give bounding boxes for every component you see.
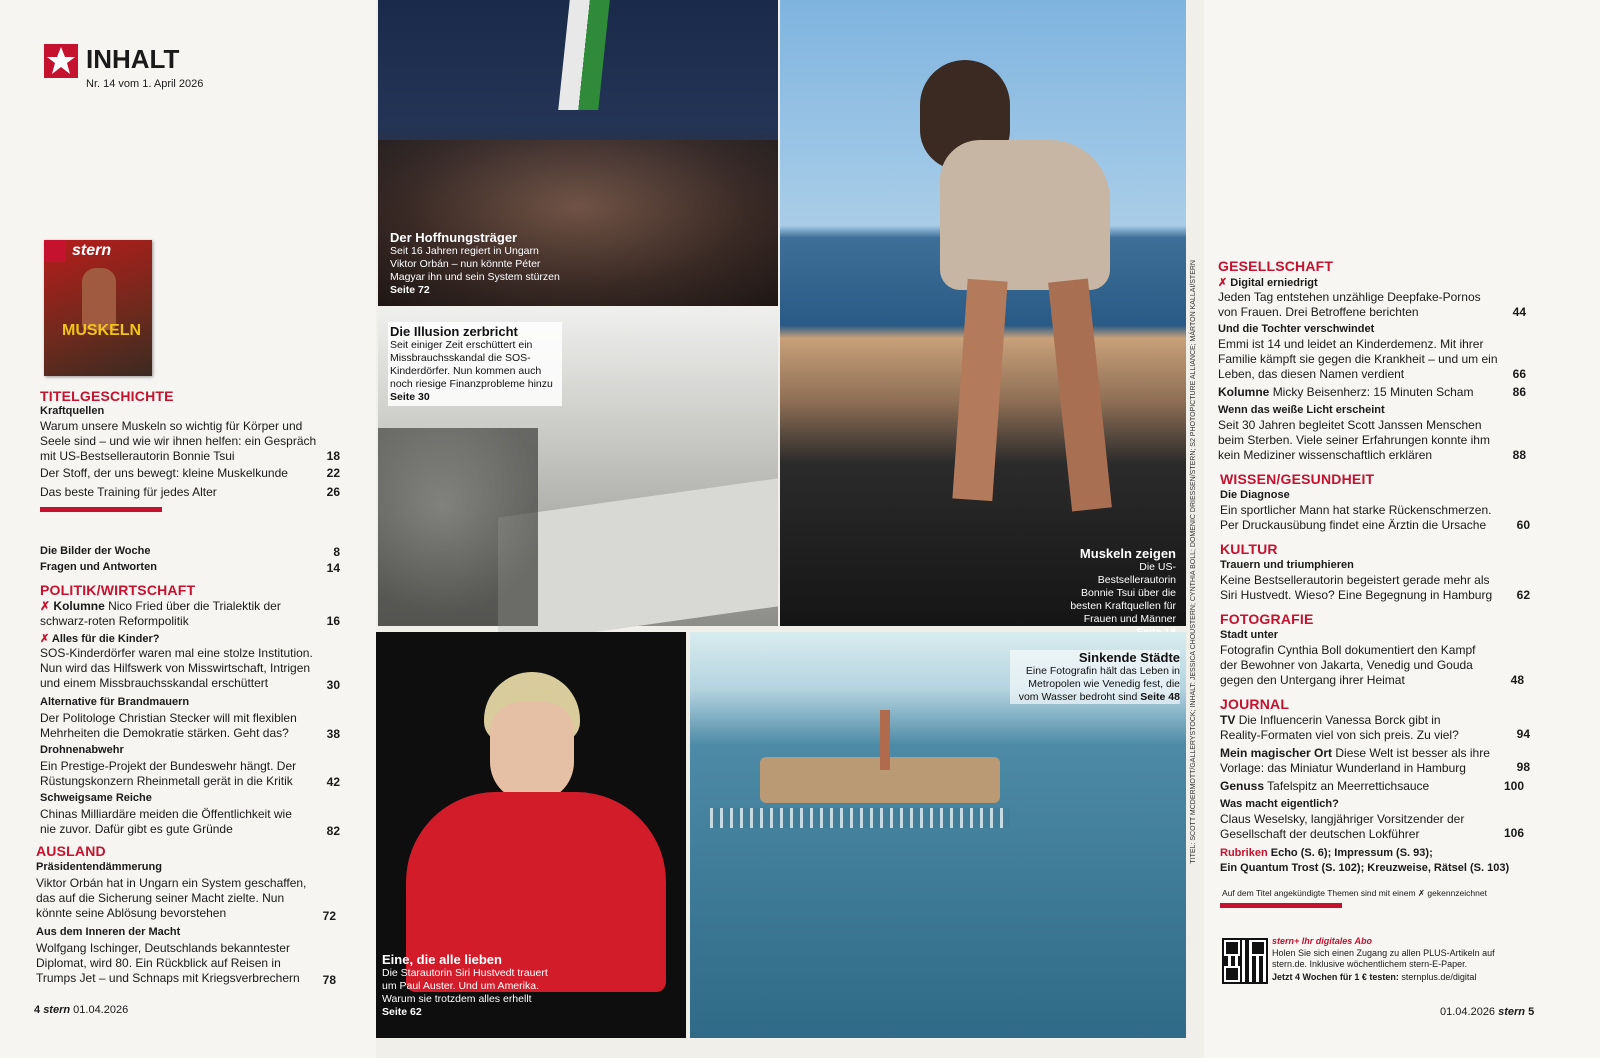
- entry-text: Seit 30 Jahren begleitet Scott Janssen Menschen beim Sterben. Viele seiner Erfahrungen konnte ihm kein Mediziner wissenschaftlich erklären: [1218, 418, 1490, 462]
- cover-thumbnail[interactable]: [44, 240, 152, 376]
- entry-text: Ein Prestige-Projekt der Bundeswehr hängt. Der Rüstungskonzern Rheinmetall gerät in die Kritik: [40, 759, 297, 788]
- entry: Mein magischer Ort Diese Welt ist besser als ihre Vorlage: das Miniatur Wunderland in Hamburg: [1220, 746, 1490, 775]
- star-marker-icon: ✗: [40, 599, 51, 613]
- photo-credits: TITEL: SCOTT MCDERMOTT/GALLERYSTOCK; INHALT: JESSICA CHOUSTERN; CYNTHIA BOLL; DOMENIC DRIESSEN/STERN; S2 PHOTOPICTURE ALLIANCE; MÁRTON KALLAI/STERN: [1190, 260, 1197, 864]
- rubriken: Rubriken Echo (S. 6); Impressum (S. 93);: [1220, 847, 1433, 859]
- entry-head: Präsidentendämmerung: [36, 861, 162, 873]
- page-footer: 01.04.2026 stern 5: [1440, 1006, 1535, 1018]
- section-journal: JOURNAL: [1220, 696, 1290, 712]
- photo-venice[interactable]: [690, 632, 1186, 1038]
- entry-head: Stadt unter: [1220, 629, 1279, 641]
- section-titelgeschichte: TITELGESCHICHTE: [40, 388, 174, 404]
- figure-face: [490, 702, 574, 802]
- entry: Genuss Tafelspitz an Meerrettichsauce: [1220, 779, 1430, 793]
- entry-text: Ein sportlicher Mann hat starke Rückenschmerzen. Per Druckausübung findet eine Ärztin die Ursache: [1220, 503, 1492, 532]
- entry-head: Aus dem Inneren der Macht: [36, 926, 181, 938]
- star-marker-icon: ✗: [1218, 277, 1228, 289]
- figure-leg: [952, 279, 1007, 501]
- section-fotografie: FOTOGRAFIE: [1220, 611, 1314, 627]
- page-number[interactable]: 18: [326, 449, 340, 463]
- rubriken-line2: Ein Quantum Trost (S. 102); Kreuzweise, Rätsel (S. 103): [1220, 862, 1510, 874]
- page-number[interactable]: 22: [326, 466, 340, 480]
- photo-caption: Der Hoffnungsträger Seit 16 Jahren regiert in Ungarn Viktor Orbán – nun könnte Péter Magyar ihn und sein System stürzen Seite 72: [390, 230, 560, 296]
- marina: [710, 808, 1010, 828]
- marker-note: Auf dem Titel angekündigte Themen sind mit einem ✗ gekennzeichnet: [1222, 888, 1487, 898]
- page-number[interactable]: 48: [1510, 673, 1524, 687]
- photo-caption: Die Illusion zerbricht Seit einiger Zeit erschüttert ein Missbrauchsskandal die SOS-Kinderdörfer. Nun kommen auch noch riesige Finanzprobleme hinzu Seite 30: [388, 322, 562, 406]
- abo-head: stern+ Ihr digitales Abo: [1272, 936, 1372, 946]
- photo-children[interactable]: [378, 308, 778, 626]
- page-number[interactable]: 62: [1516, 588, 1530, 602]
- entry-text: Wolfgang Ischinger, Deutschlands bekanntester Diplomat, wird 80. Ein Rückblick auf Reisen in Trumps Jet – und Schnaps mit Kriegsverbrechern: [36, 941, 300, 985]
- entry-head: Kraftquellen: [40, 405, 105, 417]
- entry-text: Claus Weselsky, langjähriger Vorsitzender der Gesellschaft der deutschen Lokführer: [1220, 812, 1465, 841]
- section-gesellschaft: GESELLSCHAFT: [1218, 258, 1334, 274]
- flag: [558, 0, 610, 110]
- entry-text: Jeden Tag entstehen unzählige Deepfake-Pornos von Frauen. Drei Betroffene berichten: [1218, 290, 1481, 319]
- entry-text: Der Stoff, der uns bewegt: kleine Muskelkunde: [40, 466, 288, 480]
- entry-head: Alternative für Brandmauern: [40, 696, 190, 708]
- section-kultur: KULTUR: [1220, 541, 1278, 557]
- entry-head: Und die Tochter verschwindet: [1218, 323, 1375, 335]
- section-politik: POLITIK/WIRTSCHAFT: [40, 582, 196, 598]
- page-number[interactable]: 106: [1503, 826, 1524, 840]
- photo-caption: Sinkende Städte Eine Fotografin hält das Leben in Metropolen wie Venedig fest, die vom Wasser bedroht sind Seite 48: [1010, 650, 1180, 704]
- abo-cta[interactable]: Jetzt 4 Wochen für 1 € testen: sternplus.de/digital: [1272, 972, 1477, 982]
- right-page: [1204, 0, 1600, 1058]
- photo-caption: Muskeln zeigen Die US-Bestsellerautorin Bonnie Tsui über die besten Kraftquellen für Frauen und Männer: [1070, 546, 1176, 625]
- photo-crowd[interactable]: [378, 0, 778, 306]
- entry: Kolumne Micky Beisenherz: 15 Minuten Scham: [1218, 385, 1474, 399]
- page-number[interactable]: 44: [1512, 305, 1526, 319]
- entry-head: Fragen und Antworten: [40, 561, 157, 573]
- cover-brand: stern: [72, 242, 112, 259]
- star-logo-icon: [44, 44, 78, 78]
- photo-beach[interactable]: [780, 0, 1186, 626]
- entry-text: Das beste Training für jedes Alter: [40, 485, 217, 499]
- figure-leg: [1048, 279, 1112, 512]
- abo-text: Holen Sie sich einen Zugang zu allen PLUS-Artikeln auf stern.de. Inklusive wöchentlichem stern-E-Paper.: [1272, 948, 1495, 969]
- page-number[interactable]: 42: [326, 775, 340, 789]
- entry-head: Wenn das weiße Licht erscheint: [1218, 404, 1385, 416]
- page-number[interactable]: 66: [1512, 367, 1526, 381]
- page-title: INHALT: [86, 44, 180, 74]
- photo-portrait[interactable]: [376, 632, 686, 1038]
- entry-text: Chinas Milliardäre meiden die Öffentlichkeit wie nie zuvor. Dafür gibt es gute Gründe: [40, 807, 292, 836]
- section-ausland: AUSLAND: [36, 843, 106, 859]
- page-number[interactable]: 8: [333, 545, 340, 559]
- page-number[interactable]: 86: [1512, 385, 1526, 399]
- model-village: [498, 478, 778, 645]
- page-number[interactable]: 78: [322, 973, 336, 987]
- entry-text: Warum unsere Muskeln so wichtig für Körper und Seele sind – und wie wir ihnen helfen: ein Gespräch mit US-Bestsellerautorin Bonnie Tsui: [40, 419, 317, 463]
- photo-caption: Eine, die alle lieben Die Starautorin Siri Hustvedt trauert um Paul Auster. Und um Amerika. Warum sie trotzdem alles erhellt Seite 62: [382, 952, 548, 1018]
- entry: ✗ Kolumne Nico Fried über die Trialektik der schwarz-roten Reformpolitik: [40, 599, 281, 628]
- section-rule: [1220, 903, 1342, 908]
- page-number[interactable]: 72: [322, 909, 336, 923]
- entry-head: Schweigsame Reiche: [40, 792, 152, 804]
- section-rule: [40, 507, 162, 512]
- page-number[interactable]: 30: [326, 678, 340, 692]
- entry-text: Keine Bestsellerautorin begeistert gerade mehr als Siri Hustvedt. Wieso? Eine Begegnung in Hamburg: [1220, 573, 1493, 602]
- page-number[interactable]: 26: [326, 485, 340, 499]
- entry-text: Emmi ist 14 und leidet an Kinderdemenz. Mit ihrer Familie kämpft sie gegen die Krankheit – und um ein Leben, das diesen Namen verdient: [1218, 337, 1498, 381]
- entry: TV Die Influencerin Vanessa Borck gibt in Reality-Formaten viel von sich preis. Zu viel?: [1220, 713, 1459, 742]
- stern-logo: [44, 44, 78, 78]
- issue-date: Nr. 14 vom 1. April 2026: [86, 78, 204, 90]
- section-wissen: WISSEN/GESUNDHEIT: [1220, 471, 1375, 487]
- page-number[interactable]: 88: [1512, 448, 1526, 462]
- page-number[interactable]: 82: [326, 824, 340, 838]
- entry-head: Drohnenabwehr: [40, 744, 124, 756]
- page-number[interactable]: 38: [326, 727, 340, 741]
- figure-body: [940, 140, 1110, 290]
- page-number[interactable]: 94: [1516, 727, 1530, 741]
- page-footer: 4 stern 01.04.2026: [34, 1004, 129, 1016]
- entry-head: Trauern und triumphieren: [1220, 559, 1354, 571]
- entry-head: ✗ Alles für die Kinder?: [40, 633, 160, 645]
- page-number[interactable]: 14: [326, 561, 340, 575]
- left-page: [0, 0, 376, 1058]
- entry-head: Die Bilder der Woche: [40, 545, 151, 557]
- cover-headline: MUSKELN: [62, 322, 142, 339]
- entry-text: Der Politologe Christian Stecker will mit flexiblen Mehrheiten die Demokratie stärken. Geht das?: [40, 711, 297, 740]
- page-number[interactable]: 16: [326, 614, 340, 628]
- page-number[interactable]: 60: [1516, 518, 1530, 532]
- entry-text: SOS-Kinderdörfer waren mal eine stolze Institution. Nun wird das Hilfswerk von Misswirtschaft, Intrigen und einem Missbrauchsskandal erschüttert: [40, 646, 313, 690]
- entry-head: ✗ Digital erniedrigt: [1218, 277, 1318, 289]
- entry-head: Was macht eigentlich?: [1220, 798, 1339, 810]
- qr-code-icon[interactable]: [1222, 938, 1268, 984]
- star-marker-icon: ✗: [40, 633, 50, 645]
- page-number[interactable]: 98: [1516, 760, 1530, 774]
- bell-tower: [880, 710, 890, 770]
- page-number[interactable]: 100: [1503, 779, 1524, 793]
- entry-text: Fotografin Cynthia Boll dokumentiert den Kampf der Bewohner von Jakarta, Venedig und Gouda gegen den Untergang ihrer Heimat: [1220, 643, 1476, 687]
- entry-head: Die Diagnose: [1220, 489, 1290, 501]
- entry-text: Viktor Orbán hat in Ungarn ein System geschaffen, das auf die Sicherung seiner Macht zielte. Nun könnte seine Ablösung bevorstehen: [36, 876, 307, 920]
